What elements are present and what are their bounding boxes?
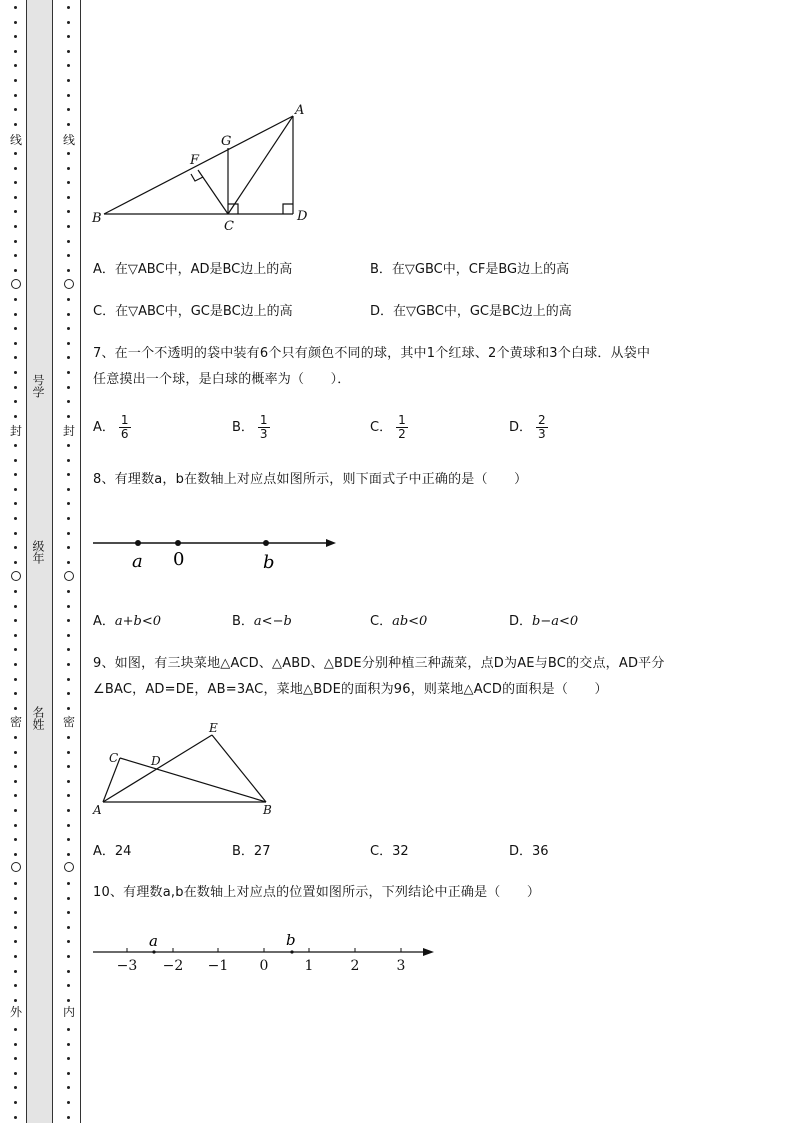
label-a: a <box>149 932 158 950</box>
cut-dot <box>14 50 17 53</box>
cut-dot <box>67 298 70 301</box>
cut-dot <box>67 1043 70 1046</box>
cut-dot <box>67 327 70 330</box>
cut-dot <box>14 984 17 987</box>
cut-dot <box>14 108 17 111</box>
cut-dot <box>67 210 70 213</box>
margin-marker: 密 <box>62 715 75 729</box>
segment-ae <box>103 735 212 802</box>
numerator: 1 <box>398 413 406 427</box>
axis-arrow <box>326 539 336 547</box>
q9-option-a[interactable] <box>93 842 131 862</box>
info-label-student-id: 号学 <box>31 374 45 398</box>
cut-dot <box>67 634 70 637</box>
q9-option-c[interactable] <box>370 842 409 862</box>
q6-option-c[interactable] <box>93 302 293 322</box>
cut-dot <box>67 356 70 359</box>
cut-dot <box>67 517 70 520</box>
numerator: 1 <box>259 413 268 427</box>
cut-dot <box>67 619 70 622</box>
circle-mark <box>11 279 21 289</box>
cut-dot <box>67 196 70 199</box>
q8-option-a[interactable] <box>93 612 161 632</box>
label-a: A <box>295 103 305 118</box>
cut-dot <box>14 853 17 856</box>
option-text: ab<0 <box>392 614 428 629</box>
option-text: 24 <box>114 844 132 859</box>
cut-dot <box>14 561 17 564</box>
cut-dot <box>67 678 70 681</box>
denominator: 3 <box>538 427 546 441</box>
cut-dot <box>14 196 17 199</box>
cut-dot <box>14 6 17 9</box>
cut-dot <box>67 459 70 462</box>
denominator: 2 <box>398 427 406 441</box>
label-a: A <box>93 803 102 817</box>
cut-dot <box>67 824 70 827</box>
cut-dot <box>14 415 17 418</box>
tick-label: 1 <box>304 958 314 974</box>
option-letter: D． <box>509 844 533 859</box>
cut-dot <box>14 1116 17 1119</box>
cut-dot <box>67 736 70 739</box>
cut-dot <box>67 79 70 82</box>
cut-dot <box>14 692 17 695</box>
cut-dot <box>14 240 17 243</box>
cut-dot <box>14 298 17 301</box>
cut-dot <box>14 911 17 914</box>
cut-dot <box>14 707 17 710</box>
option-text: 在▽ABC中，AD是BC边上的高 <box>114 262 293 277</box>
label-e: E <box>209 721 218 735</box>
option-text: 在▽GBC中，GC是BC边上的高 <box>393 304 572 319</box>
q7-stem-line-1: 7、在一个不透明的袋中装有6个只有颜色不同的球，其中1个红球、2个黄球和3个白球．从袋中 <box>93 346 651 361</box>
label-d: D <box>151 754 161 768</box>
cut-dot <box>14 605 17 608</box>
margin-marker: 密 <box>9 715 22 729</box>
margin-line <box>52 0 53 1123</box>
cut-dot <box>14 167 17 170</box>
q6-option-a[interactable] <box>93 260 292 280</box>
q8-option-b[interactable] <box>232 612 292 632</box>
tick-label: −1 <box>207 958 229 974</box>
cut-dot <box>14 882 17 885</box>
cut-dot <box>67 765 70 768</box>
option-letter: A． <box>93 420 115 435</box>
option-text: a+b<0 <box>114 614 162 629</box>
cut-dot <box>67 838 70 841</box>
q9-option-b[interactable] <box>232 842 270 862</box>
cut-dot <box>67 561 70 564</box>
cut-dot <box>67 1101 70 1104</box>
cut-dot <box>67 225 70 228</box>
fraction <box>119 414 131 441</box>
cut-dot <box>67 897 70 900</box>
label-g: G <box>221 134 232 149</box>
option-letter: B． <box>232 844 254 859</box>
cut-dot <box>67 955 70 958</box>
q6-option-b[interactable] <box>370 260 569 280</box>
cut-dot <box>14 386 17 389</box>
circle-mark <box>11 862 21 872</box>
denominator: 3 <box>259 427 268 441</box>
option-text: 在▽GBC中，CF是BG边上的高 <box>391 262 570 277</box>
dotted-cut-line-outer <box>11 0 21 1123</box>
label-d: D <box>297 209 308 224</box>
cut-dot <box>14 35 17 38</box>
cut-dot <box>67 181 70 184</box>
cut-dot <box>67 108 70 111</box>
cut-dot <box>14 313 17 316</box>
cut-dot <box>14 794 17 797</box>
cut-dot <box>67 50 70 53</box>
q7-option-c[interactable] <box>370 414 408 441</box>
cut-dot <box>67 546 70 549</box>
cut-dot <box>67 488 70 491</box>
tick-label: 0 <box>259 958 269 974</box>
cut-dot <box>67 780 70 783</box>
cut-dot <box>67 999 70 1002</box>
cut-dot <box>67 882 70 885</box>
segment-cb <box>120 758 266 802</box>
cut-dot <box>14 342 17 345</box>
cut-dot <box>14 809 17 812</box>
margin-marker: 线 <box>9 133 22 147</box>
cut-dot <box>67 1116 70 1119</box>
option-letter: A． <box>93 844 115 859</box>
label-f: F <box>190 153 200 168</box>
label-b: b <box>263 552 275 573</box>
q6-option-d[interactable] <box>370 302 572 322</box>
fraction <box>258 414 270 441</box>
cut-dot <box>14 21 17 24</box>
cut-dot <box>14 444 17 447</box>
cut-dot <box>67 984 70 987</box>
cut-dot <box>14 1086 17 1089</box>
segment-eb <box>212 735 266 802</box>
cut-dot <box>67 371 70 374</box>
cut-dot <box>67 35 70 38</box>
q8-option-d[interactable] <box>509 612 578 632</box>
cut-dot <box>67 254 70 257</box>
option-letter: D． <box>509 420 533 435</box>
cut-dot <box>67 6 70 9</box>
cut-dot <box>14 897 17 900</box>
tick-label: −3 <box>116 958 138 974</box>
cut-dot <box>67 648 70 651</box>
margin-marker: 线 <box>62 133 75 147</box>
fraction <box>536 414 548 441</box>
cut-dot <box>14 940 17 943</box>
cut-dot <box>67 1028 70 1031</box>
cut-dot <box>67 809 70 812</box>
option-letter: A． <box>93 262 115 277</box>
cut-dot <box>14 780 17 783</box>
cut-dot <box>67 532 70 535</box>
cut-dot <box>67 502 70 505</box>
cut-dot <box>14 254 17 257</box>
numerator: 1 <box>120 413 129 427</box>
cut-dot <box>14 517 17 520</box>
cut-dot <box>67 123 70 126</box>
cut-dot <box>14 1028 17 1031</box>
q7-option-a[interactable] <box>93 414 131 441</box>
option-text: 27 <box>253 844 271 859</box>
cut-dot <box>14 502 17 505</box>
cut-dot <box>67 970 70 973</box>
cut-dot <box>67 21 70 24</box>
cut-dot <box>67 911 70 914</box>
option-letter: B． <box>232 420 254 435</box>
point-a <box>152 950 155 953</box>
option-text: 在▽ABC中，GC是BC边上的高 <box>115 304 293 319</box>
cut-dot <box>14 736 17 739</box>
circle-mark <box>64 279 74 289</box>
q8-option-c[interactable] <box>370 612 427 632</box>
tick-label: −2 <box>162 958 184 974</box>
cut-dot <box>14 94 17 97</box>
cut-dot <box>67 415 70 418</box>
label-b: B <box>263 803 272 817</box>
numerator: 2 <box>538 413 546 427</box>
cut-dot <box>67 751 70 754</box>
label-zero: 0 <box>173 549 185 570</box>
cut-dot <box>14 634 17 637</box>
axis-arrow <box>423 948 434 956</box>
margin-marker: 外 <box>9 1005 22 1019</box>
cut-dot <box>14 619 17 622</box>
cut-dot <box>14 1072 17 1075</box>
cut-dot <box>14 210 17 213</box>
q9-stem-line-1: 9、如图，有三块菜地△ACD、△ABD、△BDE分别种植三种蔬菜，点D为AE与BC的交点，AD平分 <box>93 656 665 671</box>
point-b <box>290 950 293 953</box>
cut-dot <box>67 64 70 67</box>
tick-label: 2 <box>350 958 360 974</box>
cut-dot <box>14 269 17 272</box>
cut-dot <box>67 240 70 243</box>
tick-label: 3 <box>396 958 406 974</box>
q10-number-line <box>90 928 440 978</box>
cut-dot <box>67 1072 70 1075</box>
cut-dot <box>14 1101 17 1104</box>
q10-stem: 10、有理数a,b在数轴上对应点的位置如图所示，下列结论中正确是（ ） <box>93 885 541 900</box>
option-text: a<−b <box>253 614 292 629</box>
cut-dot <box>14 79 17 82</box>
cut-dot <box>67 1086 70 1089</box>
cut-dot <box>14 955 17 958</box>
cut-dot <box>14 371 17 374</box>
info-label-grade: 级年 <box>31 540 45 564</box>
circle-mark <box>11 571 21 581</box>
point-zero <box>175 540 181 546</box>
cut-dot <box>67 926 70 929</box>
cut-dot <box>14 678 17 681</box>
cut-dot <box>67 707 70 710</box>
option-text: b−a<0 <box>532 614 579 629</box>
cut-dot <box>14 152 17 155</box>
cut-dot <box>67 794 70 797</box>
cut-dot <box>14 356 17 359</box>
cut-dot <box>67 853 70 856</box>
label-c: C <box>224 219 234 234</box>
dotted-cut-line-inner <box>64 0 74 1123</box>
q6-triangle-figure <box>90 98 320 236</box>
cut-dot <box>67 473 70 476</box>
margin-line <box>80 0 81 1123</box>
option-letter: B． <box>370 262 392 277</box>
cut-dot <box>14 999 17 1002</box>
cut-dot <box>14 970 17 973</box>
circle-mark <box>64 862 74 872</box>
margin-marker: 封 <box>9 424 22 438</box>
info-label-name: 名姓 <box>31 706 45 730</box>
cut-dot <box>67 1057 70 1060</box>
cut-dot <box>14 181 17 184</box>
q9-option-d[interactable] <box>509 842 549 862</box>
cut-dot <box>14 225 17 228</box>
cut-dot <box>67 400 70 403</box>
cut-dot <box>14 473 17 476</box>
cut-dot <box>14 926 17 929</box>
option-letter: D． <box>370 304 394 319</box>
cut-dot <box>14 488 17 491</box>
denominator: 6 <box>120 427 129 441</box>
q9-triangle-figure <box>90 718 280 822</box>
q8-number-line <box>90 526 342 576</box>
cut-dot <box>67 692 70 695</box>
option-letter: A． <box>93 614 115 629</box>
option-letter: C． <box>370 614 393 629</box>
cut-dot <box>14 1043 17 1046</box>
cut-dot <box>14 327 17 330</box>
cut-dot <box>14 123 17 126</box>
label-a: a <box>132 551 143 572</box>
cut-dot <box>14 459 17 462</box>
cut-dot <box>67 269 70 272</box>
q7-option-d[interactable] <box>509 414 548 441</box>
cut-dot <box>67 940 70 943</box>
option-text: 32 <box>392 844 409 859</box>
option-letter: C． <box>370 420 393 435</box>
cut-dot <box>14 400 17 403</box>
cut-dot <box>67 313 70 316</box>
cut-dot <box>14 824 17 827</box>
cut-dot <box>14 663 17 666</box>
cut-dot <box>67 152 70 155</box>
cut-dot <box>67 605 70 608</box>
q7-stem-line-2: 任意摸出一个球，是白球的概率为（ ）． <box>93 372 351 387</box>
cut-dot <box>14 590 17 593</box>
cut-dot <box>67 94 70 97</box>
option-letter: D． <box>509 614 533 629</box>
option-letter: C． <box>370 844 393 859</box>
cut-dot <box>67 444 70 447</box>
q7-option-b[interactable] <box>232 414 270 441</box>
option-letter: C． <box>93 304 116 319</box>
circle-mark <box>64 571 74 581</box>
cut-dot <box>14 1057 17 1060</box>
cut-dot <box>14 648 17 651</box>
option-letter: B． <box>232 614 254 629</box>
cut-dot <box>14 765 17 768</box>
margin-marker: 内 <box>62 1005 75 1019</box>
cut-dot <box>14 838 17 841</box>
label-c: C <box>109 751 119 765</box>
right-angle-d <box>283 204 293 214</box>
q9-stem-line-2: ∠BAC，AD=DE，AB=3AC，菜地△BDE的面积为96，则菜地△ACD的面积是（ ） <box>93 682 608 697</box>
cut-dot <box>67 342 70 345</box>
cut-dot <box>14 64 17 67</box>
cut-dot <box>14 546 17 549</box>
label-b: B <box>92 211 102 226</box>
cut-dot <box>14 532 17 535</box>
cut-dot <box>67 663 70 666</box>
cut-dot <box>67 167 70 170</box>
fraction <box>396 414 408 441</box>
q8-stem: 8、有理数a，b在数轴上对应点如图所示，则下面式子中正确的是（ ） <box>93 472 528 487</box>
segment-ca <box>228 116 293 214</box>
cut-dot <box>14 751 17 754</box>
margin-marker: 封 <box>62 424 75 438</box>
label-b: b <box>286 931 296 949</box>
point-b <box>263 540 269 546</box>
cut-dot <box>67 590 70 593</box>
point-a <box>135 540 141 546</box>
cut-dot <box>67 386 70 389</box>
option-text: 36 <box>532 844 549 859</box>
